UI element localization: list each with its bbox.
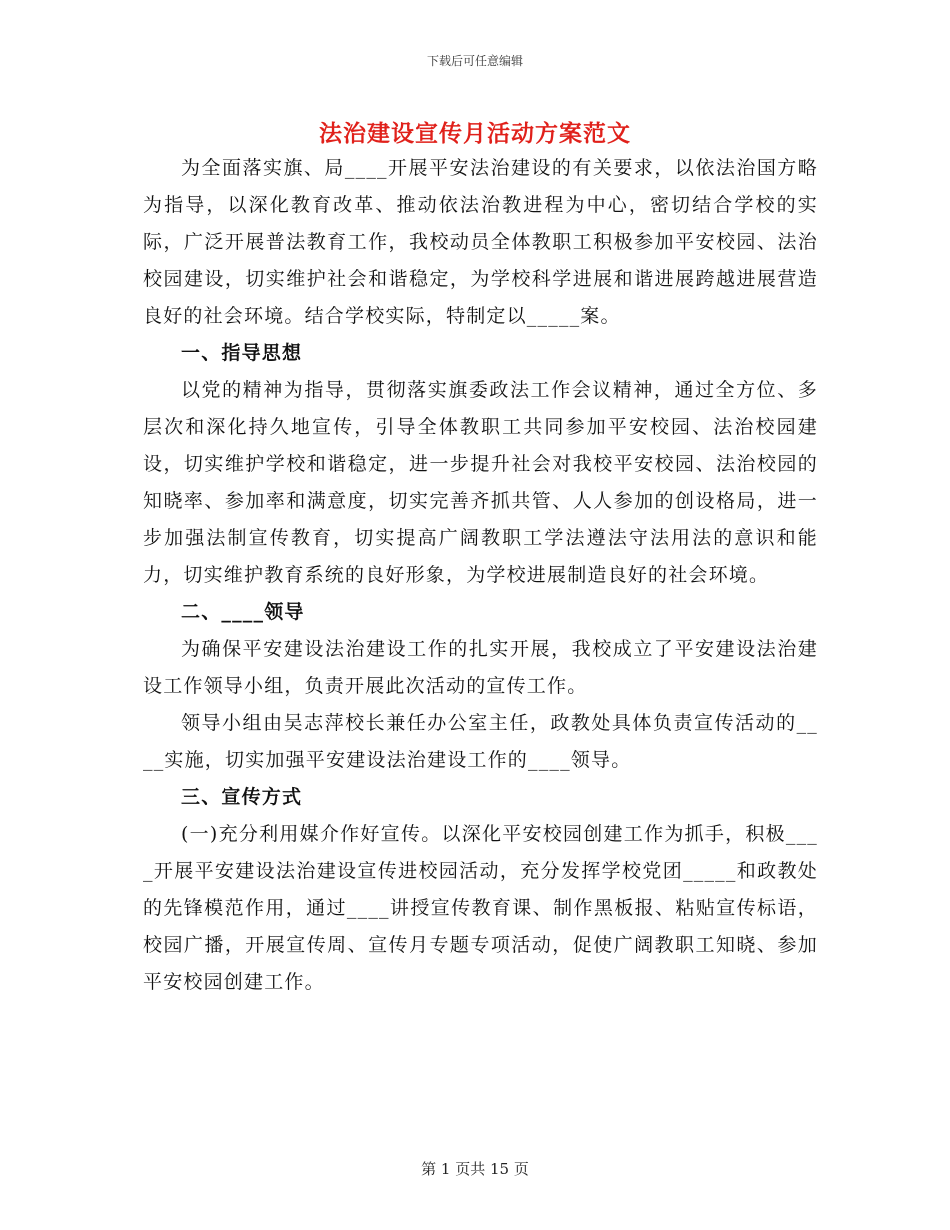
publicity-methods-paragraph: (一)充分利用媒介作好宣传。以深化平安校园创建工作为抓手，积极____开展平安建设法治建设宣传进校园活动，充分发挥学校党团_____和政教处的先锋模范作用，通过____讲授宣传教育课、制作黑板报、粘贴宣传标语，校园广播，开展宣传周、宣传月专题专项活动，促使广阔教职工知晓、参加平安校园创建工作。 <box>143 823 818 993</box>
leadership-paragraph-2: 领导小组由吴志萍校长兼任办公室主任，政教处具体负责宣传活动的____实施，切实加强平安建设法治建设工作的____领导。 <box>143 712 818 771</box>
document-body <box>143 150 818 1001</box>
leadership-paragraph-1: 为确保平安建设法治建设工作的扎实开展，我校成立了平安建设法治建设工作领导小组，负责开展此次活动的宣传工作。 <box>143 638 818 697</box>
header-note: 下载后可任意编辑 <box>426 54 523 68</box>
document-title: 法治建设宣传月活动方案范文 <box>319 120 631 147</box>
section-heading-leadership: 二、____领导 <box>181 601 305 623</box>
page-number-footer: 第 1 页共 15 页 <box>421 1160 529 1178</box>
section-heading-publicity-methods: 三、宣传方式 <box>181 786 303 808</box>
intro-paragraph: 为全面落实旗、局____开展平安法治建设的有关要求，以依法治国方略为指导，以深化教育改革、推动依法治教进程为中心，密切结合学校的实际，广泛开展普法教育工作，我校动员全体教职工积极参加平安校园、法治校园建设，切实维护社会和谐稳定，为学校科学进展和谐进展跨越进展营造良好的社会环境。结合学校实际，特制定以_____案。 <box>143 157 818 327</box>
section-heading-guiding-ideology: 一、指导思想 <box>181 342 303 364</box>
guiding-ideology-paragraph: 以党的精神为指导，贯彻落实旗委政法工作会议精神，通过全方位、多层次和深化持久地宣传，引导全体教职工共同参加平安校园、法治校园建设，切实维护学校和谐稳定，进一步提升社会对我校平安校园、法治校园的知晓率、参加率和满意度，切实完善齐抓共管、人人参加的创设格局，进一步加强法制宣传教育，切实提高广阔教职工学法遵法守法用法的意识和能力，切实维护教育系统的良好形象，为学校进展制造良好的社会环境。 <box>143 379 818 586</box>
